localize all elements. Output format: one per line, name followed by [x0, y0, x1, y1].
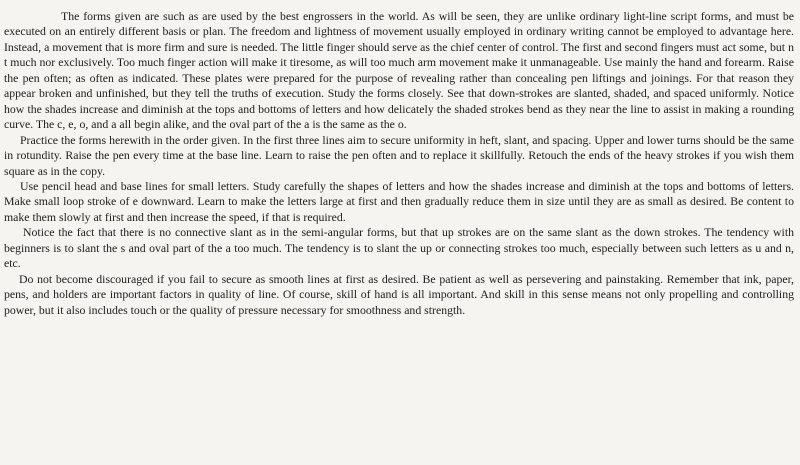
paragraph-slant-notes: Notice the fact that there is no connective slant as in the semi-angular forms, but that up strokes are on the same slant as the down strokes. The tendency with beginners is to slant the s and oval part of the a too much. The tendency is to slant the up or connecting strokes too much, especially between such letters as u and n, etc. [4, 225, 794, 271]
paragraph-pencil-guidelines: Use pencil head and base lines for small letters. Study carefully the shapes of letters and how the shades increase and diminish at the tops and bottoms of letters. Make small loop stroke of e downward. Learn to make the letters large at first and then gradually reduce them in size until they are as small as desired. Be content to make them slowly at first and then increase the speed, if that is required. [4, 178, 794, 224]
paragraph-practice-instructions: Practice the forms herewith in the order given. In the first three lines aim to secure uniformity in heft, slant, and spacing. Upper and lower turns should be the same in rotundity. Raise the pen every time at the base line. Learn to raise the pen often and to replace it skillfully. Retouch the ends of the heavy strokes if you wish them square as in the copy. [4, 132, 794, 178]
paragraph-forms-introduction: The forms given are such as are used by the best engrossers in the world. As will be seen, they are unlike ordinary light-line script forms, and must be executed on an entirely different basis or plan. The freedom and lightness of movement usually employed in ordinary writing cannot be employed to advantage here. Instead, a movement that is more firm and sure is needed. The little finger should serve as the chief center of control. The first and second fingers must act some, but n t much nor exclusively. Too much finger action will make it tiresome, as will too much arm movement make it unmanageable. Use mainly the hand and forearm. Raise the pen often; as often as indicated. These plates were prepared for the purpose of revealing rather than concealing pen liftings and joinings. For that reason they appear broken and unfinished, but they tell the truths of execution. Study the forms closely. See that down-strokes are slanted, shaded, and spaced uniformly. Notice how the shades increase and diminish at the tops and bottoms of letters and how delicately the shaded strokes bend as they near the line to assist in making a rounding curve. The c, e, o, and a all begin alike, and the oval part of the a is the same as the o. [4, 9, 794, 132]
paragraph-encouragement: Do not become discouraged if you fail to secure as smooth lines at first as desired. Be patient as well as persevering and painstaking. Remember that ink, paper, pens, and holders are important factors in quality of line. Of course, skill of hand is all important. And skill in this sense means not only propelling and controlling power, but it also includes touch or the quality of pressure necessary for smoothness and strength. [4, 271, 794, 317]
